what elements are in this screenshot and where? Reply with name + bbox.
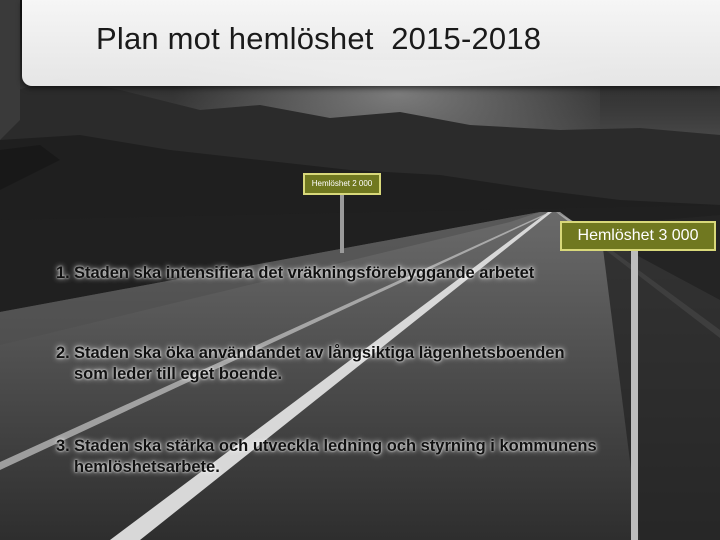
goal-number: 2. bbox=[56, 344, 70, 362]
goal-number: 3. bbox=[56, 437, 70, 455]
road-sign-small: Hemlöshet 2 000 bbox=[303, 173, 381, 195]
goal-text-continuation: hemlöshetsarbete. bbox=[74, 458, 220, 476]
goal-item bbox=[56, 263, 534, 284]
sign-post-small bbox=[340, 195, 344, 253]
sign-post-large bbox=[631, 251, 638, 540]
goal-text-continuation: som leder till eget boende. bbox=[74, 365, 283, 383]
title-bar bbox=[22, 0, 720, 86]
road-sign-large: Hemlöshet 3 000 bbox=[560, 221, 716, 251]
slide-title: Plan mot hemlöshet 2015-2018 bbox=[96, 21, 542, 56]
goal-text: Staden ska intensifiera det vräkningsförebyggande arbetet bbox=[74, 264, 535, 282]
goal-number: 1. bbox=[56, 264, 70, 282]
goal-text: Staden ska öka användandet av långsiktiga lägenhetsboenden bbox=[74, 344, 565, 362]
goal-item bbox=[56, 436, 597, 478]
goal-text: Staden ska stärka och utveckla ledning och styrning i kommunens bbox=[74, 437, 597, 455]
goal-item bbox=[56, 343, 565, 385]
